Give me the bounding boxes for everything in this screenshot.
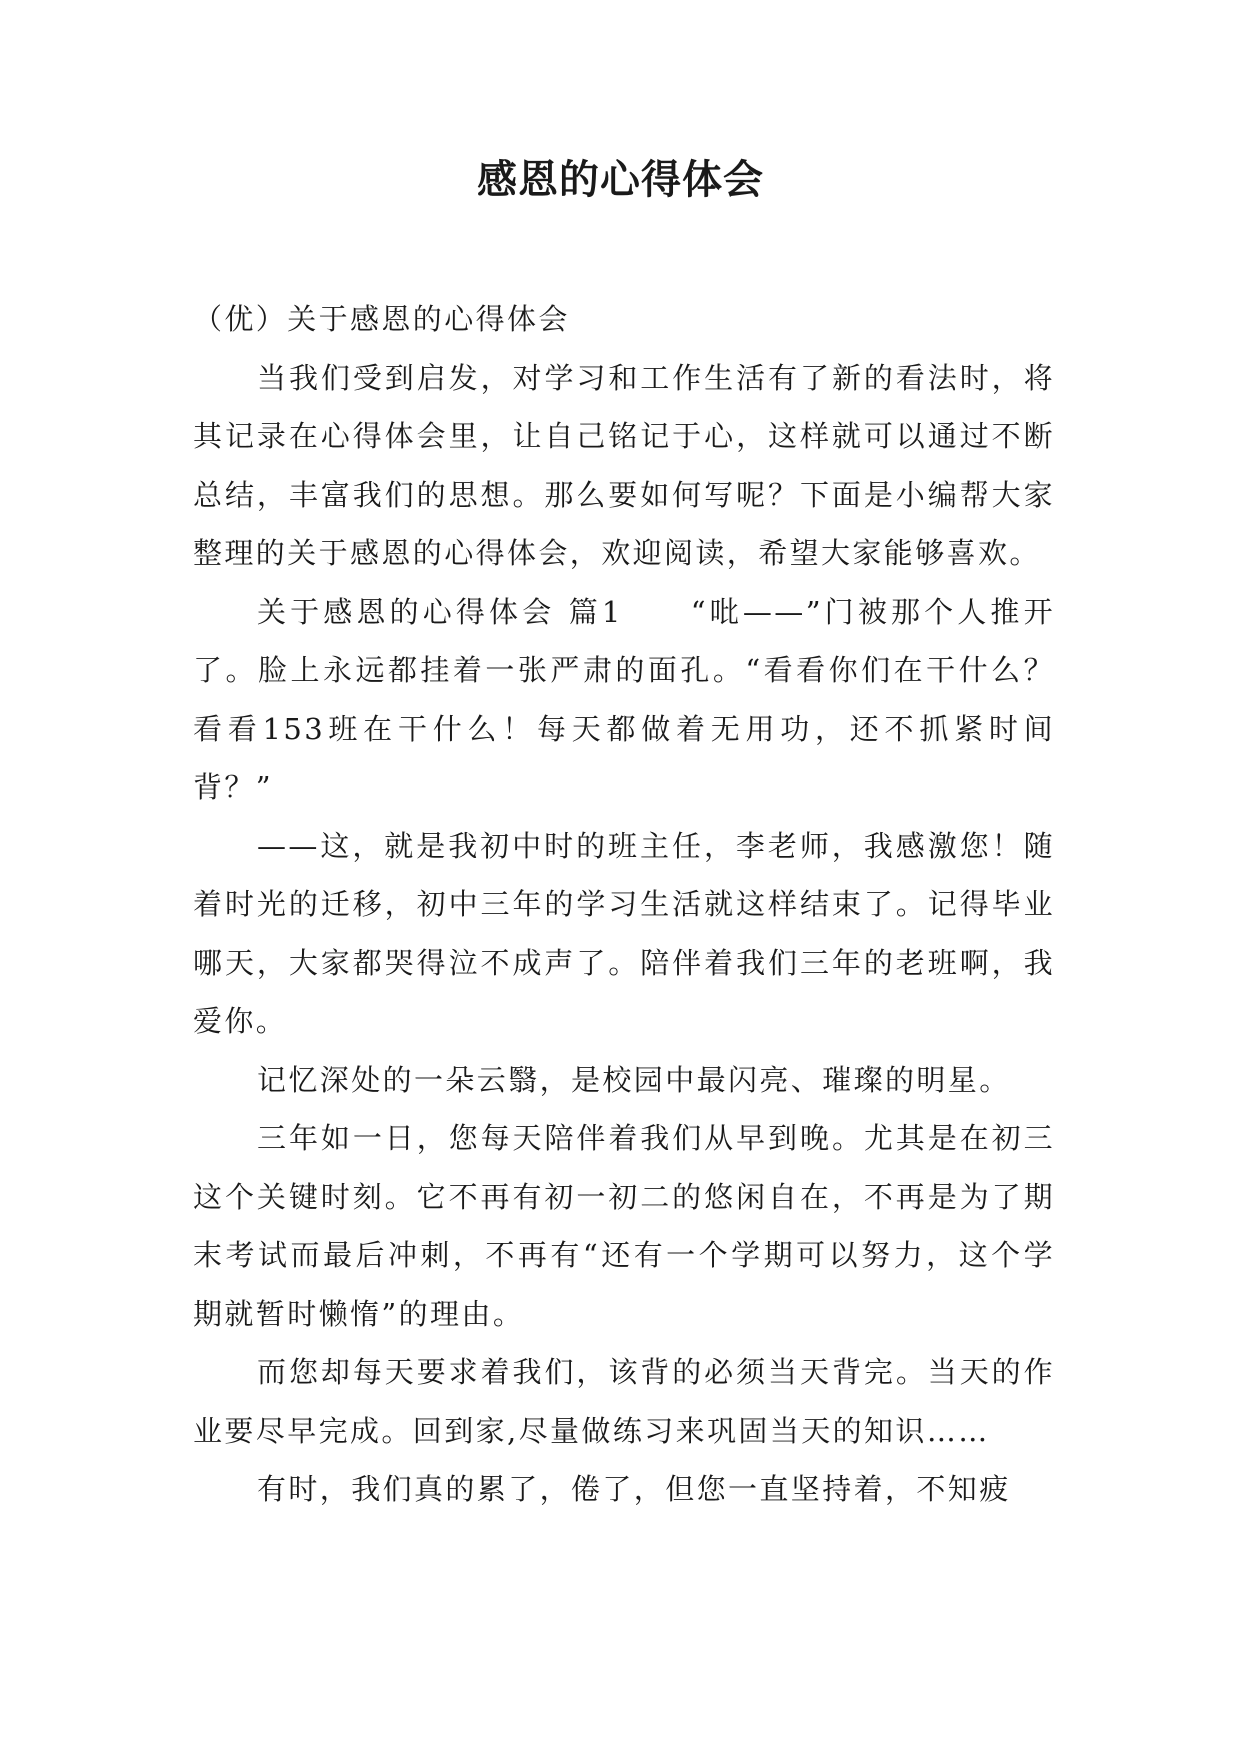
paragraph-tired: 有时，我们真的累了，倦了，但您一直坚持着，不知疲 xyxy=(257,1472,1011,1506)
paragraph-requirements: 而您却每天要求着我们，该背的必须当天背完。当天的作业要尽早完成。回到家,尽量做练习来巩固当天的知识…… xyxy=(193,1355,1055,1448)
paragraph-memory: 记忆深处的一朵云翳，是校园中最闪亮、璀璨的明星。 xyxy=(257,1062,1011,1097)
paragraph-heading: （优）关于感恩的心得体会 xyxy=(193,302,570,336)
document-body xyxy=(193,290,1055,1519)
paragraph-three-years: 三年如一日，您每天陪伴着我们从早到晚。尤其是在初三这个关键时刻。它不再有初一初二的悠闲自在，不再是为了期末考试而最后冲刺，不再有“还有一个学期可以努力，这个学期就暂时懒惰”的理由。 xyxy=(193,1121,1055,1331)
paragraph-teacher: ——这，就是我初中时的班主任，李老师，我感激您！随着时光的迁移，初中三年的学习生活就这样结束了。记得毕业哪天，大家都哭得泣不成声了。陪伴着我们三年的老班啊，我爱你。 xyxy=(193,828,1055,1038)
document-title: 感恩的心得体会 xyxy=(477,156,764,203)
paragraph-intro: 当我们受到启发，对学习和工作生活有了新的看法时，将其记录在心得体会里，让自己铭记于心，这样就可以通过不断总结，丰富我们的思想。那么要如何写呢？下面是小编帮大家整理的关于感恩的心得体会，欢迎阅读，希望大家能够喜欢。 xyxy=(193,360,1055,570)
paragraph-chapter-1: 关于感恩的心得体会 篇1 “吡——”门被那个人推开了。脸上永远都挂着一张严肃的面孔。“看看你们在干什么？看看153班在干什么！每天都做着无用功，还不抓紧时间背？” xyxy=(193,594,1055,804)
